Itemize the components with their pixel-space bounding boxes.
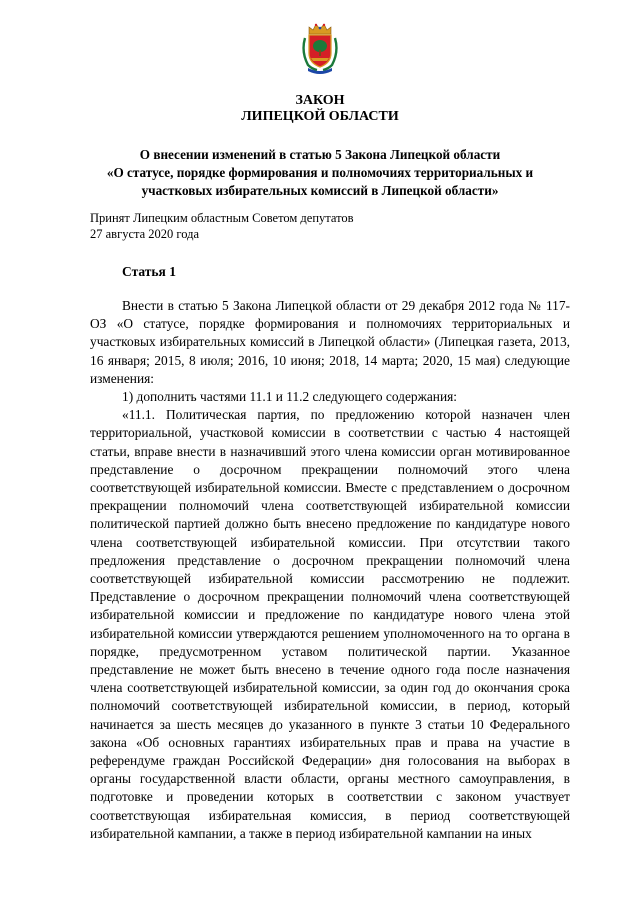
article-heading: Статья 1 [122,264,176,279]
acceptance-date: 27 августа 2020 года [90,227,200,241]
law-region: ЛИПЕЦКОЙ ОБЛАСТИ [241,109,399,124]
acceptance-line: Принят Липецким областным Советом депутатов [90,211,354,225]
article-item-1: 1) дополнить частями 11.1 и 11.2 следующего содержания: [122,389,458,405]
article-intro-paragraph: Внести в статью 5 Закона Липецкой области от 29 декабря 2012 года № 117-ОЗ «О статусе, порядке формирования и полномочиях территориальных и участковых избирательных комиссий в Липецкой области» (Липецкая газета, 2013, 16 января; 2015, 8 июля; 2016, 10 июня; 2018, 14 марта; 2020, 15 мая) следующие изменения: [90,298,570,386]
law-subtitle-line: «О статусе, порядке формирования и полномочиях территориальных и [106,165,534,180]
article-part-11-1-paragraph: «11.1. Политическая партия, по предложению которой назначен член территориальной, участковой комиссии в соответствии с частью 4 настоящей статьи, вправе внести в назначивший этого члена комиссии орган мотивированное представление о досрочном прекращении полномочий этого члена соответствующей избирательной комиссии. Вместе с представлением о досрочном прекращении полномочий члена соответствующей избирательной комиссии политической партией должно быть внесено предложение по кандидатуре нового члена соответствующей избирательной комиссии. При отсутствии такого предложения представление о досрочном прекращении полномочий члена соответствующей избирательной комиссии рассмотрению не подлежит. Представление о досрочном прекращении полномочий члена соответствующей избирательной комиссии и предложение по кандидатуре нового члена этой избирательной комиссии утверждаются решением уполномоченного на то органа в порядке, предусмотренном уставом политической партии. Указанное представление не может быть внесено в течение одного года после назначения члена соответствующей избирательной комиссии, за один год до окончания срока полномочий соответствующей избирательной комиссии, в период, который начинается за шесть месяцев до указанного в пункте 3 статьи 10 Федерального закона «Об основных гарантиях избирательных прав и права на участие в референдуме граждан Российской Федерации» дня голосования на выборах в органы государственной власти области, органы местного самоуправления, в подготовке и проведении которых в соответствии с законом участвует соответствующая избирательная комиссия, в период соответствующей избирательной кампании, а также в период избирательной кампании на иных [90,407,570,841]
law-subtitle [0,146,640,200]
law-subtitle-line: О внесении изменений в статью 5 Закона Липецкой области [139,147,501,162]
law-title: ЗАКОН [295,93,345,108]
article-body [90,297,570,843]
law-subtitle-line: участковых избирательных комиссий в Липецкой области» [141,183,499,198]
lipetsk-coat-of-arms-icon [300,22,340,74]
acceptance-note [90,210,354,242]
